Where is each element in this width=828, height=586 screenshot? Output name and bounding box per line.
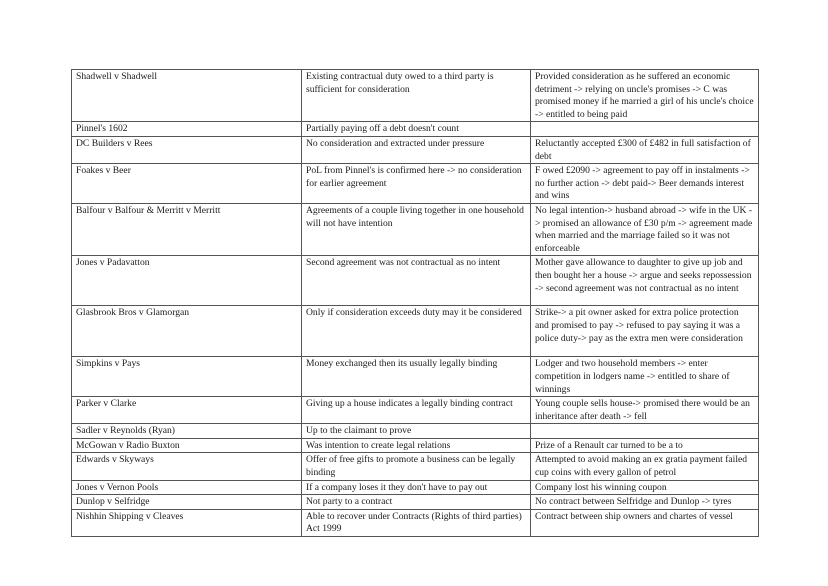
case-name-cell: Glasbrook Bros v Glamorgan [72,306,302,357]
table-row [72,136,759,163]
principle-cell: Money exchanged then its usually legally binding [302,357,531,397]
facts-cell: F owed £2090 -> agreement to pay off in instalments -> no further action -> debt paid-> Beer demands interest and wins [531,164,759,204]
principle-cell: Second agreement was not contractual as no intent [302,256,531,306]
table-row [72,495,759,510]
principle-cell: Existing contractual duty owed to a third party is sufficient for consideration [302,70,531,122]
facts-cell: Reluctantly accepted £300 of £482 in full satisfaction of debt [531,136,759,163]
case-name-cell: Balfour v Balfour & Merritt v Merritt [72,203,302,255]
principle-cell: Offer of free gifts to promote a business can be legally binding [302,453,531,480]
table-row [72,203,759,255]
table-row [72,480,759,495]
case-name-cell: Jones v Padavatton [72,256,302,306]
case-name-cell: McGowan v Radio Buxton [72,438,302,453]
facts-cell: No contract between Selfridge and Dunlop -> tyres [531,495,759,510]
facts-cell: Provided consideration as he suffered an economic detriment -> relying on uncle's promises -> C was promised money if he married a girl of his uncle's choice -> entitled to being paid [531,70,759,122]
principle-cell: Able to recover under Contracts (Rights of third parties) Act 1999 [302,509,531,536]
principle-cell: Not party to a contract [302,495,531,510]
facts-cell: Young couple sells house-> promised there would be an inheritance after death -> fell [531,397,759,424]
facts-cell [531,424,759,439]
case-name-cell: Simpkins v Pays [72,357,302,397]
case-name-cell: Nishhin Shipping v Cleaves [72,509,302,536]
table-row [72,122,759,137]
table-row [72,164,759,204]
case-law-table [71,69,759,537]
case-name-cell: Edwards v Skyways [72,453,302,480]
table-row [72,424,759,439]
principle-cell: Partially paying off a debt doesn't count [302,122,531,137]
principle-cell: Agreements of a couple living together in one household will not have intention [302,203,531,255]
case-name-cell: Dunlop v Selfridge [72,495,302,510]
case-name-cell: Pinnel's 1602 [72,122,302,137]
facts-cell [531,122,759,137]
facts-cell: Mother gave allowance to daughter to give up job and then bought her a house -> argue and seeks repossession -> second agreement was not contractual as no intent [531,256,759,306]
table-row [72,357,759,397]
case-name-cell: Shadwell v Shadwell [72,70,302,122]
facts-cell: Company lost his winning coupon [531,480,759,495]
principle-cell: PoL from Pinnel's is confirmed here -> no consideration for earlier agreement [302,164,531,204]
facts-cell: Strike-> a pit owner asked for extra police protection and promised to pay -> refused to pay saying it was a police duty-> pay as the extra men were consideration [531,306,759,357]
facts-cell: Prize of a Renault car turned to be a to [531,438,759,453]
principle-cell: Only if consideration exceeds duty may it be considered [302,306,531,357]
table-row [72,438,759,453]
principle-cell: No consideration and extracted under pressure [302,136,531,163]
facts-cell: Contract between ship owners and chartes of vessel [531,509,759,536]
case-name-cell: Parker v Clarke [72,397,302,424]
principle-cell: Up to the claimant to prove [302,424,531,439]
case-name-cell: Sadler v Reynolds (Ryan) [72,424,302,439]
principle-cell: Giving up a house indicates a legally binding contract [302,397,531,424]
facts-cell: Lodger and two household members -> enter competition in lodgers name -> entitled to share of winnings [531,357,759,397]
case-name-cell: Foakes v Beer [72,164,302,204]
table-row [72,509,759,536]
case-name-cell: Jones v Vernon Pools [72,480,302,495]
principle-cell: Was intention to create legal relations [302,438,531,453]
facts-cell: No legal intention-> husband abroad -> wife in the UK -> promised an allowance of £30 p/m -> agreement made when married and the marriage failed so it was not enforceable [531,203,759,255]
table-row [72,70,759,122]
table-row [72,256,759,306]
principle-cell: If a company loses it they don't have to pay out [302,480,531,495]
case-name-cell: DC Builders v Rees [72,136,302,163]
table-row [72,306,759,357]
facts-cell: Attempted to avoid making an ex gratia payment failed cup coins with every gallon of petrol [531,453,759,480]
table-row [72,453,759,480]
table-row [72,397,759,424]
